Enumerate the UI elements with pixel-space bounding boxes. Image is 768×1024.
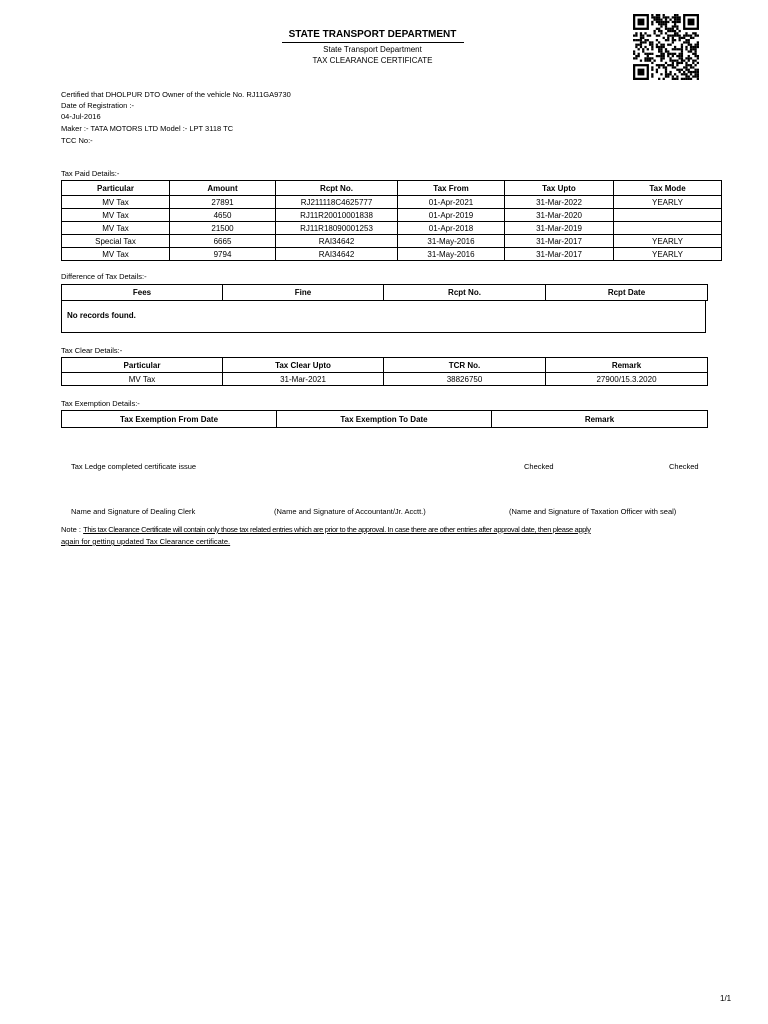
table-header-row bbox=[62, 358, 708, 373]
cell-tax-upto: 31-Mar-2017 bbox=[505, 235, 614, 248]
table-header-row bbox=[62, 411, 708, 428]
note-prefix: Note : bbox=[61, 525, 82, 534]
header-exemption-to: Tax Exemption To Date bbox=[277, 411, 492, 428]
note-line2: again for getting updated Tax Clearance certificate. bbox=[61, 537, 231, 546]
accountant-signature: (Name and Signature of Accountant/Jr. Acctt.) bbox=[274, 507, 426, 516]
cell-amount: 9794 bbox=[170, 248, 276, 261]
cell-amount: 4650 bbox=[170, 209, 276, 222]
table-row bbox=[62, 373, 708, 386]
tax-paid-table bbox=[61, 180, 722, 261]
table-row bbox=[62, 235, 722, 248]
table-row bbox=[62, 196, 722, 209]
cell-rcpt-no: RJ11R20010001838 bbox=[276, 209, 398, 222]
tax-paid-label: Tax Paid Details:- bbox=[61, 169, 120, 178]
header-rcpt-date: Rcpt Date bbox=[546, 285, 708, 301]
cell-tax-from: 31-May-2016 bbox=[398, 235, 505, 248]
header-fine: Fine bbox=[223, 285, 384, 301]
cell-tax-clear-upto: 31-Mar-2021 bbox=[223, 373, 384, 386]
header-rcpt-no: Rcpt No. bbox=[384, 285, 546, 301]
cell-rcpt-no: RAI34642 bbox=[276, 235, 398, 248]
table-row bbox=[62, 209, 722, 222]
department-title: STATE TRANSPORT DEPARTMENT bbox=[288, 29, 457, 40]
cell-amount: 21500 bbox=[170, 222, 276, 235]
header-particular: Particular bbox=[62, 181, 170, 196]
no-records-box bbox=[61, 301, 706, 333]
header-exemption-from: Tax Exemption From Date bbox=[62, 411, 277, 428]
cell-particular: MV Tax bbox=[62, 209, 170, 222]
note-line1: This tax Clearance Certificate will contain only those tax related entries which are prior to the approval. In case there are other entries after approval date, then please apply bbox=[83, 525, 591, 534]
cell-amount: 27891 bbox=[170, 196, 276, 209]
tax-clear-label: Tax Clear Details:- bbox=[61, 346, 123, 355]
department-subtitle: State Transport Department bbox=[323, 45, 422, 54]
officer-signature: (Name and Signature of Taxation Officer with seal) bbox=[509, 507, 677, 516]
difference-table bbox=[61, 284, 708, 301]
cell-amount: 6665 bbox=[170, 235, 276, 248]
cell-particular: MV Tax bbox=[62, 373, 223, 386]
cell-particular: Special Tax bbox=[62, 235, 170, 248]
header-amount: Amount bbox=[170, 181, 276, 196]
clerk-signature: Name and Signature of Dealing Clerk bbox=[71, 507, 196, 516]
certified-line: Certified that DHOLPUR DTO Owner of the vehicle No. RJ11GA9730 bbox=[61, 90, 291, 99]
page-number: 1/1 bbox=[720, 994, 732, 1003]
cell-rcpt-no: RJ211118C4625777 bbox=[276, 196, 398, 209]
header-remark: Remark bbox=[546, 358, 708, 373]
cell-rcpt-no: RJ11R18090001253 bbox=[276, 222, 398, 235]
difference-label: Difference of Tax Details:- bbox=[61, 272, 147, 281]
cell-particular: MV Tax bbox=[62, 222, 170, 235]
cell-tax-upto: 31-Mar-2022 bbox=[505, 196, 614, 209]
cell-remark: 27900/15.3.2020 bbox=[546, 373, 708, 386]
cell-tax-mode bbox=[614, 209, 722, 222]
header-tcr-no: TCR No. bbox=[384, 358, 546, 373]
header-tax-upto: Tax Upto bbox=[505, 181, 614, 196]
cell-rcpt-no: RAI34642 bbox=[276, 248, 398, 261]
header-tax-from: Tax From bbox=[398, 181, 505, 196]
issue-label: Tax Ledge completed certificate issue bbox=[71, 462, 197, 471]
header-rcpt-no: Rcpt No. bbox=[276, 181, 398, 196]
cell-tax-mode: YEARLY bbox=[614, 248, 722, 261]
tax-clear-table bbox=[61, 357, 708, 386]
cell-tax-from: 01-Apr-2019 bbox=[398, 209, 505, 222]
cell-tax-from: 31-May-2016 bbox=[398, 248, 505, 261]
table-row bbox=[62, 248, 722, 261]
header-tax-clear-upto: Tax Clear Upto bbox=[223, 358, 384, 373]
note bbox=[61, 524, 711, 535]
registration-date: 04-Jul-2016 bbox=[61, 112, 101, 121]
table-row bbox=[62, 222, 722, 235]
table-header-row bbox=[62, 181, 722, 196]
maker-line: Maker :- TATA MOTORS LTD Model :- LPT 3118 TC bbox=[61, 124, 234, 133]
cell-tax-upto: 31-Mar-2019 bbox=[505, 222, 614, 235]
cell-tcr-no: 38826750 bbox=[384, 373, 546, 386]
header-particular: Particular bbox=[62, 358, 223, 373]
checked-status: Checked bbox=[524, 462, 554, 471]
cell-tax-upto: 31-Mar-2017 bbox=[505, 248, 614, 261]
cell-tax-from: 01-Apr-2021 bbox=[398, 196, 505, 209]
cell-tax-upto: 31-Mar-2020 bbox=[505, 209, 614, 222]
cell-particular: MV Tax bbox=[62, 196, 170, 209]
no-records-text: No records found. bbox=[67, 311, 136, 320]
table-header-row bbox=[62, 285, 708, 301]
certificate-title: TAX CLEARANCE CERTIFICATE bbox=[312, 56, 433, 65]
cell-tax-from: 01-Apr-2018 bbox=[398, 222, 505, 235]
cell-particular: MV Tax bbox=[62, 248, 170, 261]
header-fees: Fees bbox=[62, 285, 223, 301]
cell-tax-mode bbox=[614, 222, 722, 235]
title-underline bbox=[282, 42, 464, 43]
tcc-line: TCC No:- bbox=[61, 136, 93, 145]
header-remark: Remark bbox=[492, 411, 708, 428]
cell-tax-mode: YEARLY bbox=[614, 196, 722, 209]
checked-status: Checked bbox=[669, 462, 699, 471]
header-tax-mode: Tax Mode bbox=[614, 181, 722, 196]
cell-tax-mode: YEARLY bbox=[614, 235, 722, 248]
qr-code bbox=[633, 14, 699, 80]
exemption-table bbox=[61, 410, 708, 428]
exemption-label: Tax Exemption Details:- bbox=[61, 399, 140, 408]
registration-label: Date of Registration :- bbox=[61, 101, 134, 110]
